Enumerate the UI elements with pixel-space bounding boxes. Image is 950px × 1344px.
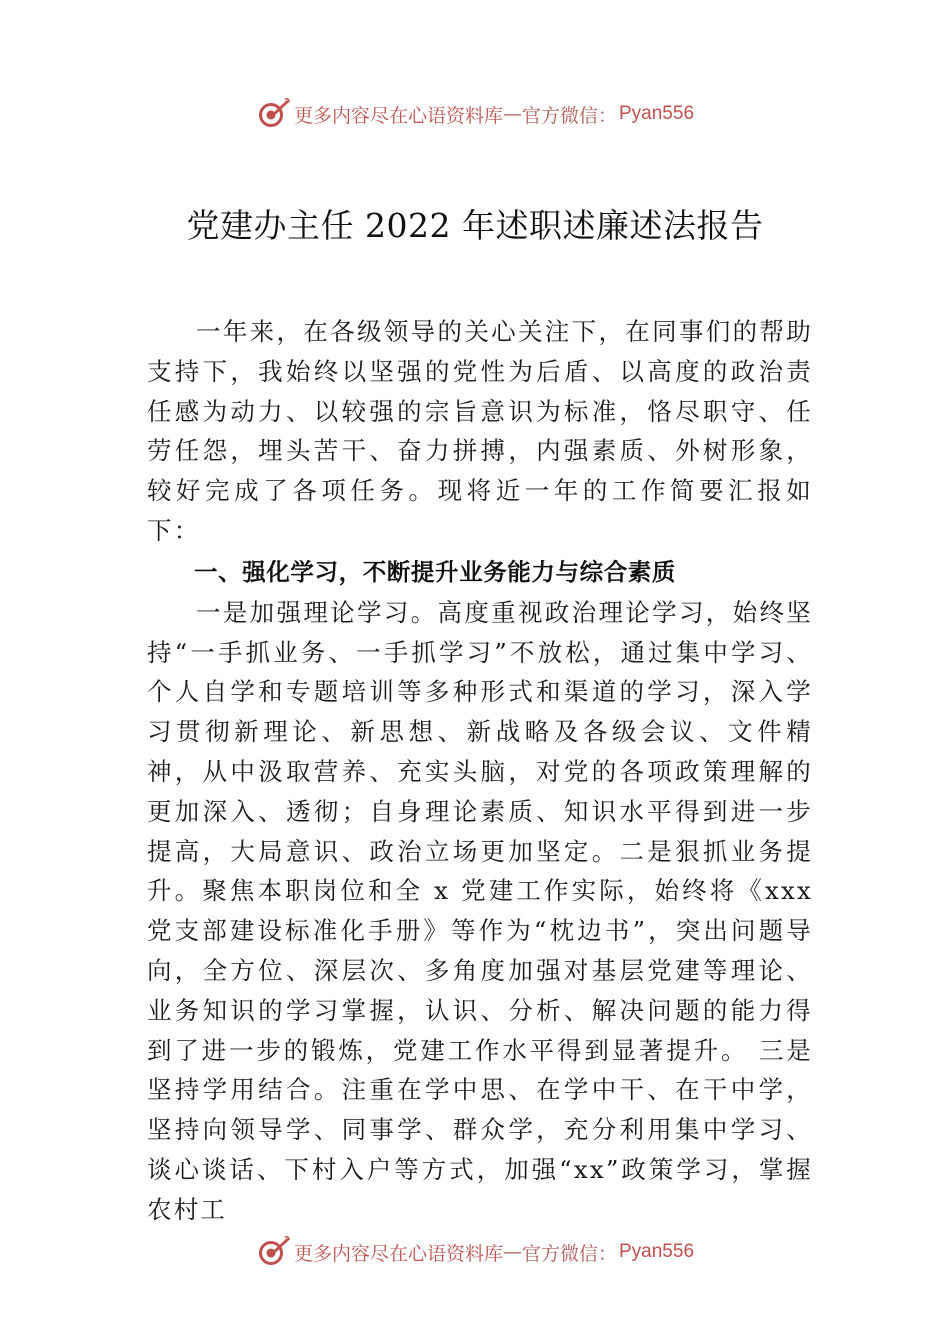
section-1-paragraph: 一是加强理论学习。高度重视政治理论学习，始终坚持“一手抓业务、一手抓学习”不放松，通过集中学习、个人自学和专题培训等多种形式和渠道的学习，深入学习贯彻新理论、新思想、新战略及各级会议、文件精神，从中汲取营养、充实头脑，对党的各项政策理解的更加深入、透彻；自身理论素质、知识水平得到进一步提高，大局意识、政治立场更加坚定。二是狠抓业务提升。聚焦本职岗位和全 x 党建工作实际，始终将《xxx 党支部建设标准化手册》等作为“枕边书”，突出问题导向，全方位、深层次、多角度加强对基层党建等理论、业务知识的学习掌握，认识、分析、解决问题的能力得到了进一步的锻炼，党建工作水平得到显著提升。 三是坚持学用结合。注重在学中思、在学中干、在干中学， 坚持向领导学、同事学、群众学，充分利用集中学习、谈心谈话、下村入户等方式，加强“xx”政策学习，掌握农村工 [147, 597, 813, 1224]
watermark-main-text: 更多内容尽在心语资料库 [293, 1242, 503, 1265]
document-body [147, 312, 813, 1230]
quill-logo-icon [256, 1235, 290, 1269]
section-heading-1: 一、强化学习，不断提升业务能力与综合素质 [194, 557, 676, 586]
quill-logo-icon [256, 97, 290, 131]
watermark-wechat-id: Pyan556 [619, 103, 695, 124]
watermark-official-label: 官方微信： [521, 104, 617, 127]
watermark-main-text: 更多内容尽在心语资料库 [293, 104, 503, 127]
watermark-wechat-id: Pyan556 [619, 1241, 695, 1262]
watermark-dash: — [502, 103, 522, 125]
document-title: 党建办主任 2022 年述职述廉述法报告 [186, 206, 764, 245]
watermark-official-label: 官方微信： [521, 1242, 617, 1265]
watermark-header [0, 94, 950, 134]
watermark-dash: — [502, 1241, 522, 1263]
watermark-footer [0, 1232, 950, 1272]
intro-paragraph: 一年来，在各级领导的关心关注下，在同事们的帮助支持下，我始终以坚强的党性为后盾、以高度的政治责任感为动力、以较强的宗旨意识为标准，恪尽职守、任劳任怨，埋头苦干、奋力拼搏，内强素质、外树形象，较好完成了各项任务。现将近一年的工作简要汇报如下： [147, 317, 813, 545]
